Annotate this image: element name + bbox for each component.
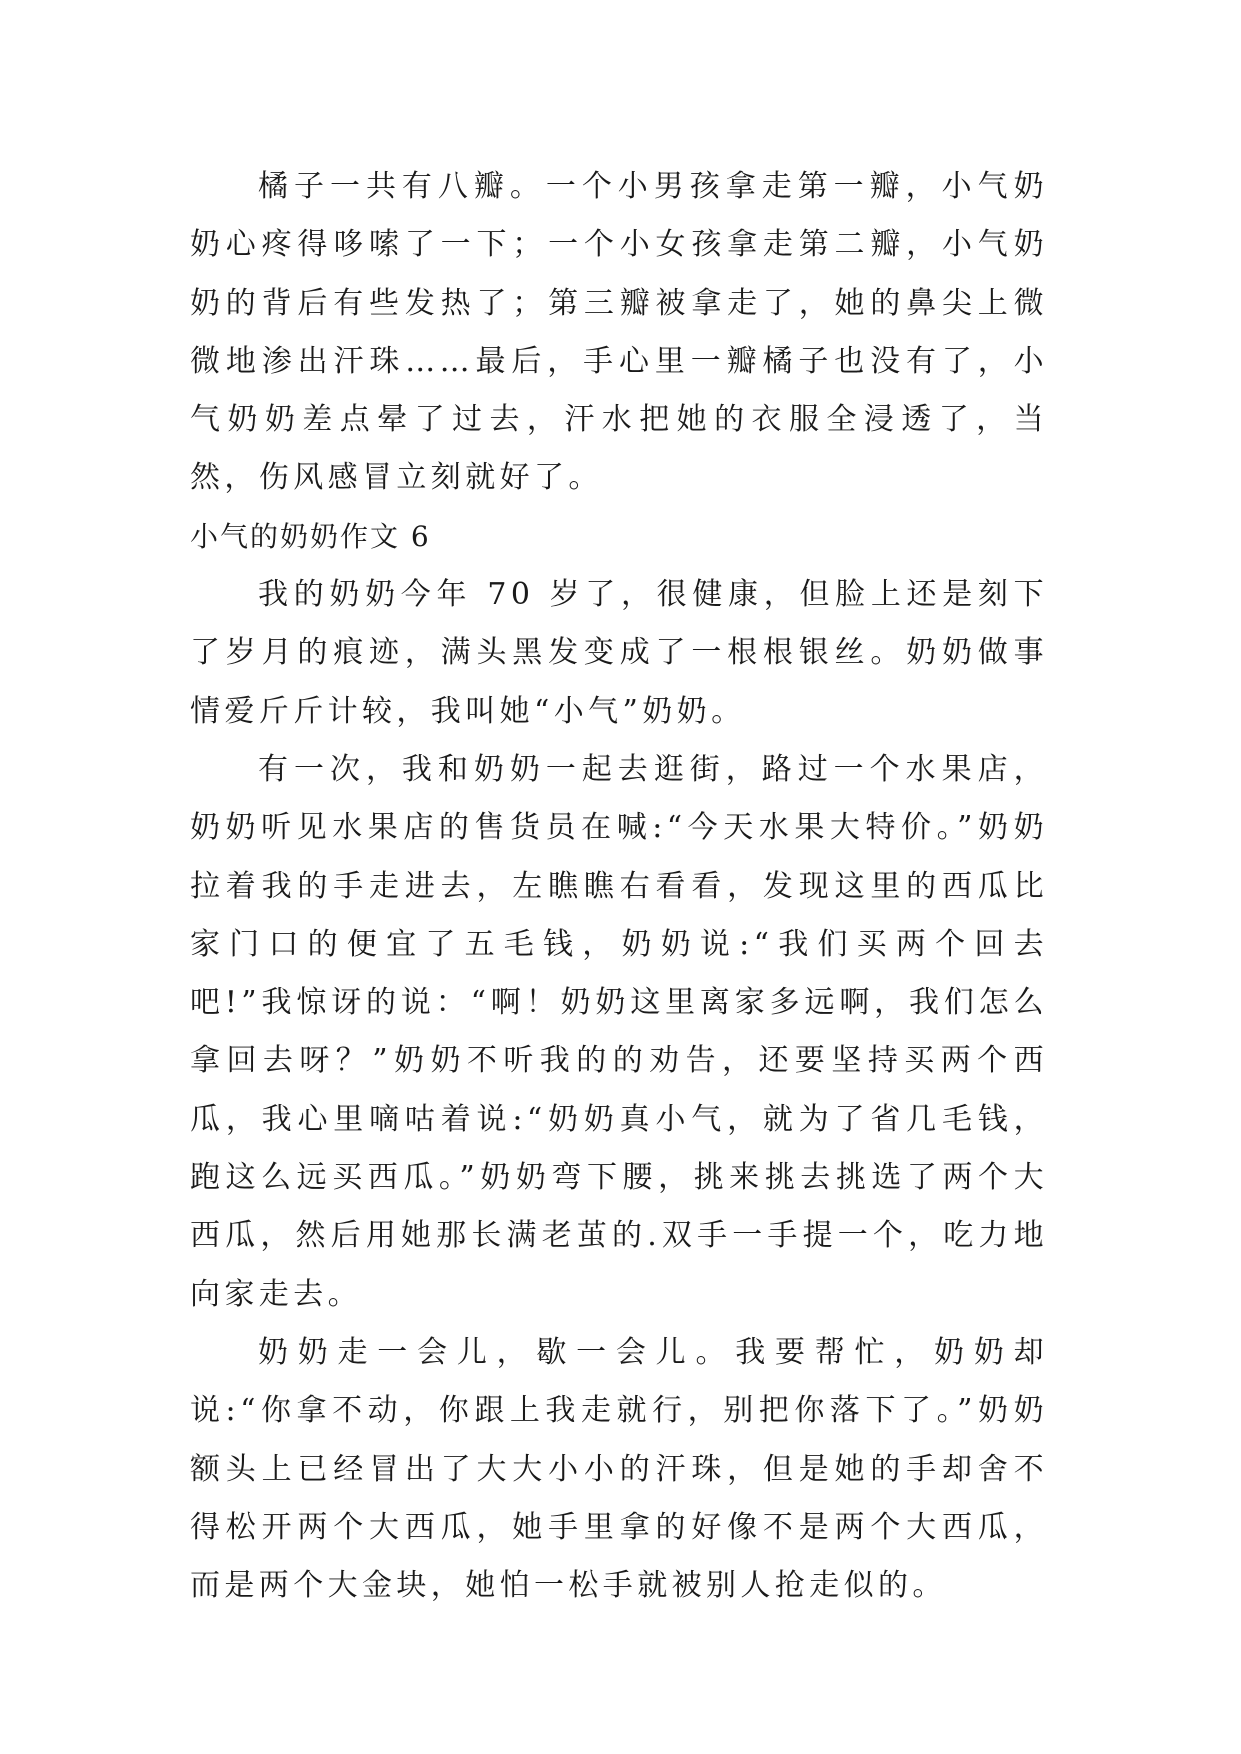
- section-heading: 小气的奶奶作文 6: [190, 519, 431, 553]
- paragraph-fruit-shop: 有一次，我和奶奶一起去逛街，路过一个水果店，奶奶听见水果店的售货员在喊:“今天水果大特价。”奶奶拉着我的手走进去，左瞧瞧右看看，发现这里的西瓜比家门口的便宜了五毛钱，奶奶说:“我们买两个回去吧!”我惊讶的说：“啊！奶奶这里离家多远啊，我们怎么拿回去呀？”奶奶不听我的的劝告，还要坚持买两个西瓜，我心里嘀咕着说:“奶奶真小气，就为了省几毛钱，跑这么远买西瓜。”奶奶弯下腰，挑来挑去挑选了两个大西瓜，然后用她那长满老茧的.双手一手提一个，吃力地向家走去。: [190, 751, 1048, 1312]
- paragraph-carrying-watermelons: 奶奶走一会儿，歇一会儿。我要帮忙，奶奶却说:“你拿不动，你跟上我走就行，别把你落下了。”奶奶额头上已经冒出了大大小小的汗珠，但是她的手却舍不得松开两个大西瓜，她手里拿的好像不是两个大西瓜，而是两个大金块，她怕一松手就被别人抢走似的。: [190, 1334, 1048, 1604]
- document-body: [190, 158, 1048, 1615]
- paragraph-orange-segments: 橘子一共有八瓣。一个小男孩拿走第一瓣，小气奶奶心疼得哆嗦了一下；一个小女孩拿走第二瓣，小气奶奶的背后有些发热了；第三瓣被拿走了，她的鼻尖上微微地渗出汗珠……最后，手心里一瓣橘子也没有了，小气奶奶差点晕了过去，汗水把她的衣服全浸透了，当然，伤风感冒立刻就好了。: [190, 169, 1048, 496]
- paragraph-grandma-intro: 我的奶奶今年 70 岁了，很健康，但脸上还是刻下了岁月的痕迹，满头黑发变成了一根根银丝。奶奶做事情爱斤斤计较，我叫她“小气”奶奶。: [190, 577, 1048, 729]
